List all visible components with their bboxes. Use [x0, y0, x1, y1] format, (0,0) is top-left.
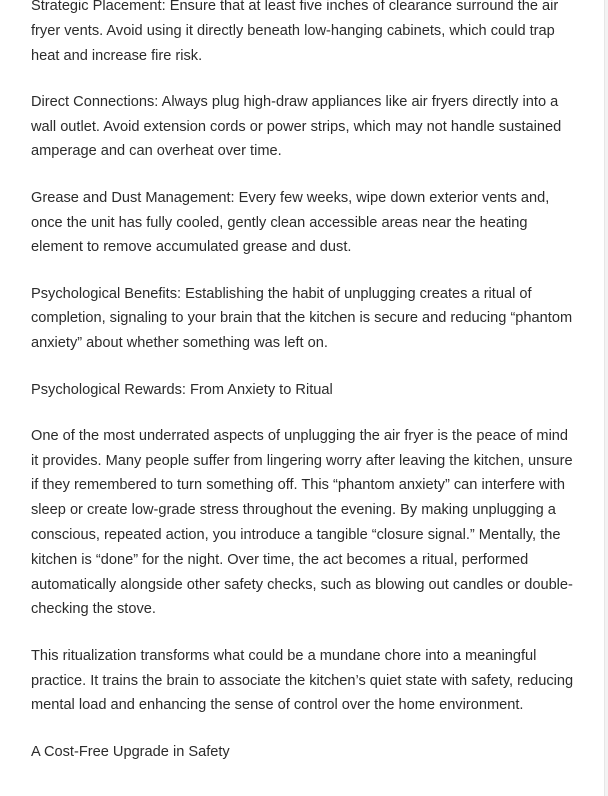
paragraph-ritualization: This ritualization transforms what could be a mundane chore into a meaningful practice. It trains the brain to associate the kitchen’s quiet state with safety, reducing mental load and enhancing the sense of control over the home environment.: [31, 647, 574, 714]
paragraph-direct-connections: Direct Connections: Always plug high-draw appliances like air fryers directly into a wall outlet. Avoid extension cords or power strips, which may not handle sustained amperage and can overheat over time.: [31, 93, 562, 160]
section-heading-psychological-rewards: Psychological Rewards: From Anxiety to Ritual: [31, 381, 333, 398]
paragraph-strategic-placement: Strategic Placement: Ensure that at least five inches of clearance surround the air fryer vents. Avoid using it directly beneath low-hanging cabinets, which could trap heat and increase fire risk.: [31, 0, 559, 64]
article-body: [31, 0, 579, 786]
paragraph-grease-dust: Grease and Dust Management: Every few weeks, wipe down exterior vents and, once the unit has fully cooled, gently clean accessible areas near the heating element to remove accumulated grease and dust.: [31, 189, 550, 256]
section-heading-cost-free-upgrade: A Cost-Free Upgrade in Safety: [31, 743, 230, 760]
paragraph-peace-of-mind: One of the most underrated aspects of unplugging the air fryer is the peace of mind it provides. Many people suffer from lingering worry after leaving the kitchen, unsure if they remembered to turn something off. This “phantom anxiety” can interfere with sleep or create low-grade stress throughout the evening. By making unplugging a conscious, repeated action, you introduce a tangible “closure signal.” Mentally, the kitchen is “done” for the night. Over time, the act becomes a ritual, performed automatically alongside other safety checks, such as blowing out candles or double-checking the stove.: [31, 427, 573, 618]
paragraph-psychological-benefits: Psychological Benefits: Establishing the habit of unplugging creates a ritual of completion, signaling to your brain that the kitchen is secure and reducing “phantom anxiety” about whether something was left on.: [31, 285, 573, 352]
scrollbar-track[interactable]: [604, 0, 608, 796]
